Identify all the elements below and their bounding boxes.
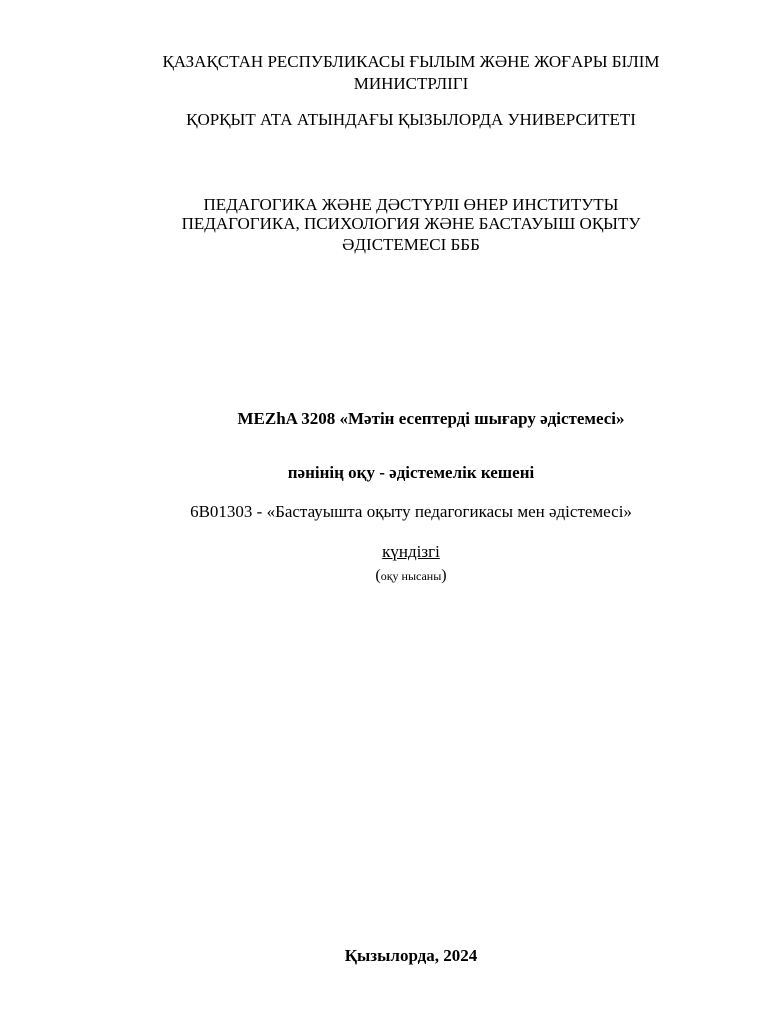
institute-line-1: ПЕДАГОГИКА ЖӘНЕ ДӘСТҮРЛІ ӨНЕР ИНСТИТУТЫ bbox=[203, 195, 619, 214]
program-name: 6В01303 - «Бастауышта оқыту педагогикасы мен әдістемесі» bbox=[190, 502, 632, 521]
city-year: Қызылорда, 2024 bbox=[344, 946, 478, 965]
study-form-caption: (оқу нысаны) bbox=[375, 567, 447, 584]
course-title: MEZhA 3208 «Мәтін есептерді шығару әдістемесі» bbox=[237, 409, 625, 428]
institute-line-3: ӘДІСТЕМЕСІ БББ bbox=[342, 235, 480, 254]
institute-line-2: ПЕДАГОГИКА, ПСИХОЛОГИЯ ЖӘНЕ БАСТАУЫШ ОҚЫТУ bbox=[181, 214, 641, 233]
study-form-label: оқу нысаны bbox=[380, 569, 442, 583]
university-name: ҚОРҚЫТ АТА АТЫНДАҒЫ ҚЫЗЫЛОРДА УНИВЕРСИТЕТІ bbox=[186, 110, 636, 129]
course-subtitle: пәнінің оқу - әдістемелік кешені bbox=[287, 463, 535, 482]
ministry-line-1: ҚАЗАҚСТАН РЕСПУБЛИКАСЫ ҒЫЛЫМ ЖӘНЕ ЖОҒАРЫ БІЛІМ bbox=[162, 52, 660, 71]
study-form: күндізгі bbox=[382, 542, 440, 561]
ministry-line-2: МИНИСТРЛІГІ bbox=[353, 74, 469, 93]
